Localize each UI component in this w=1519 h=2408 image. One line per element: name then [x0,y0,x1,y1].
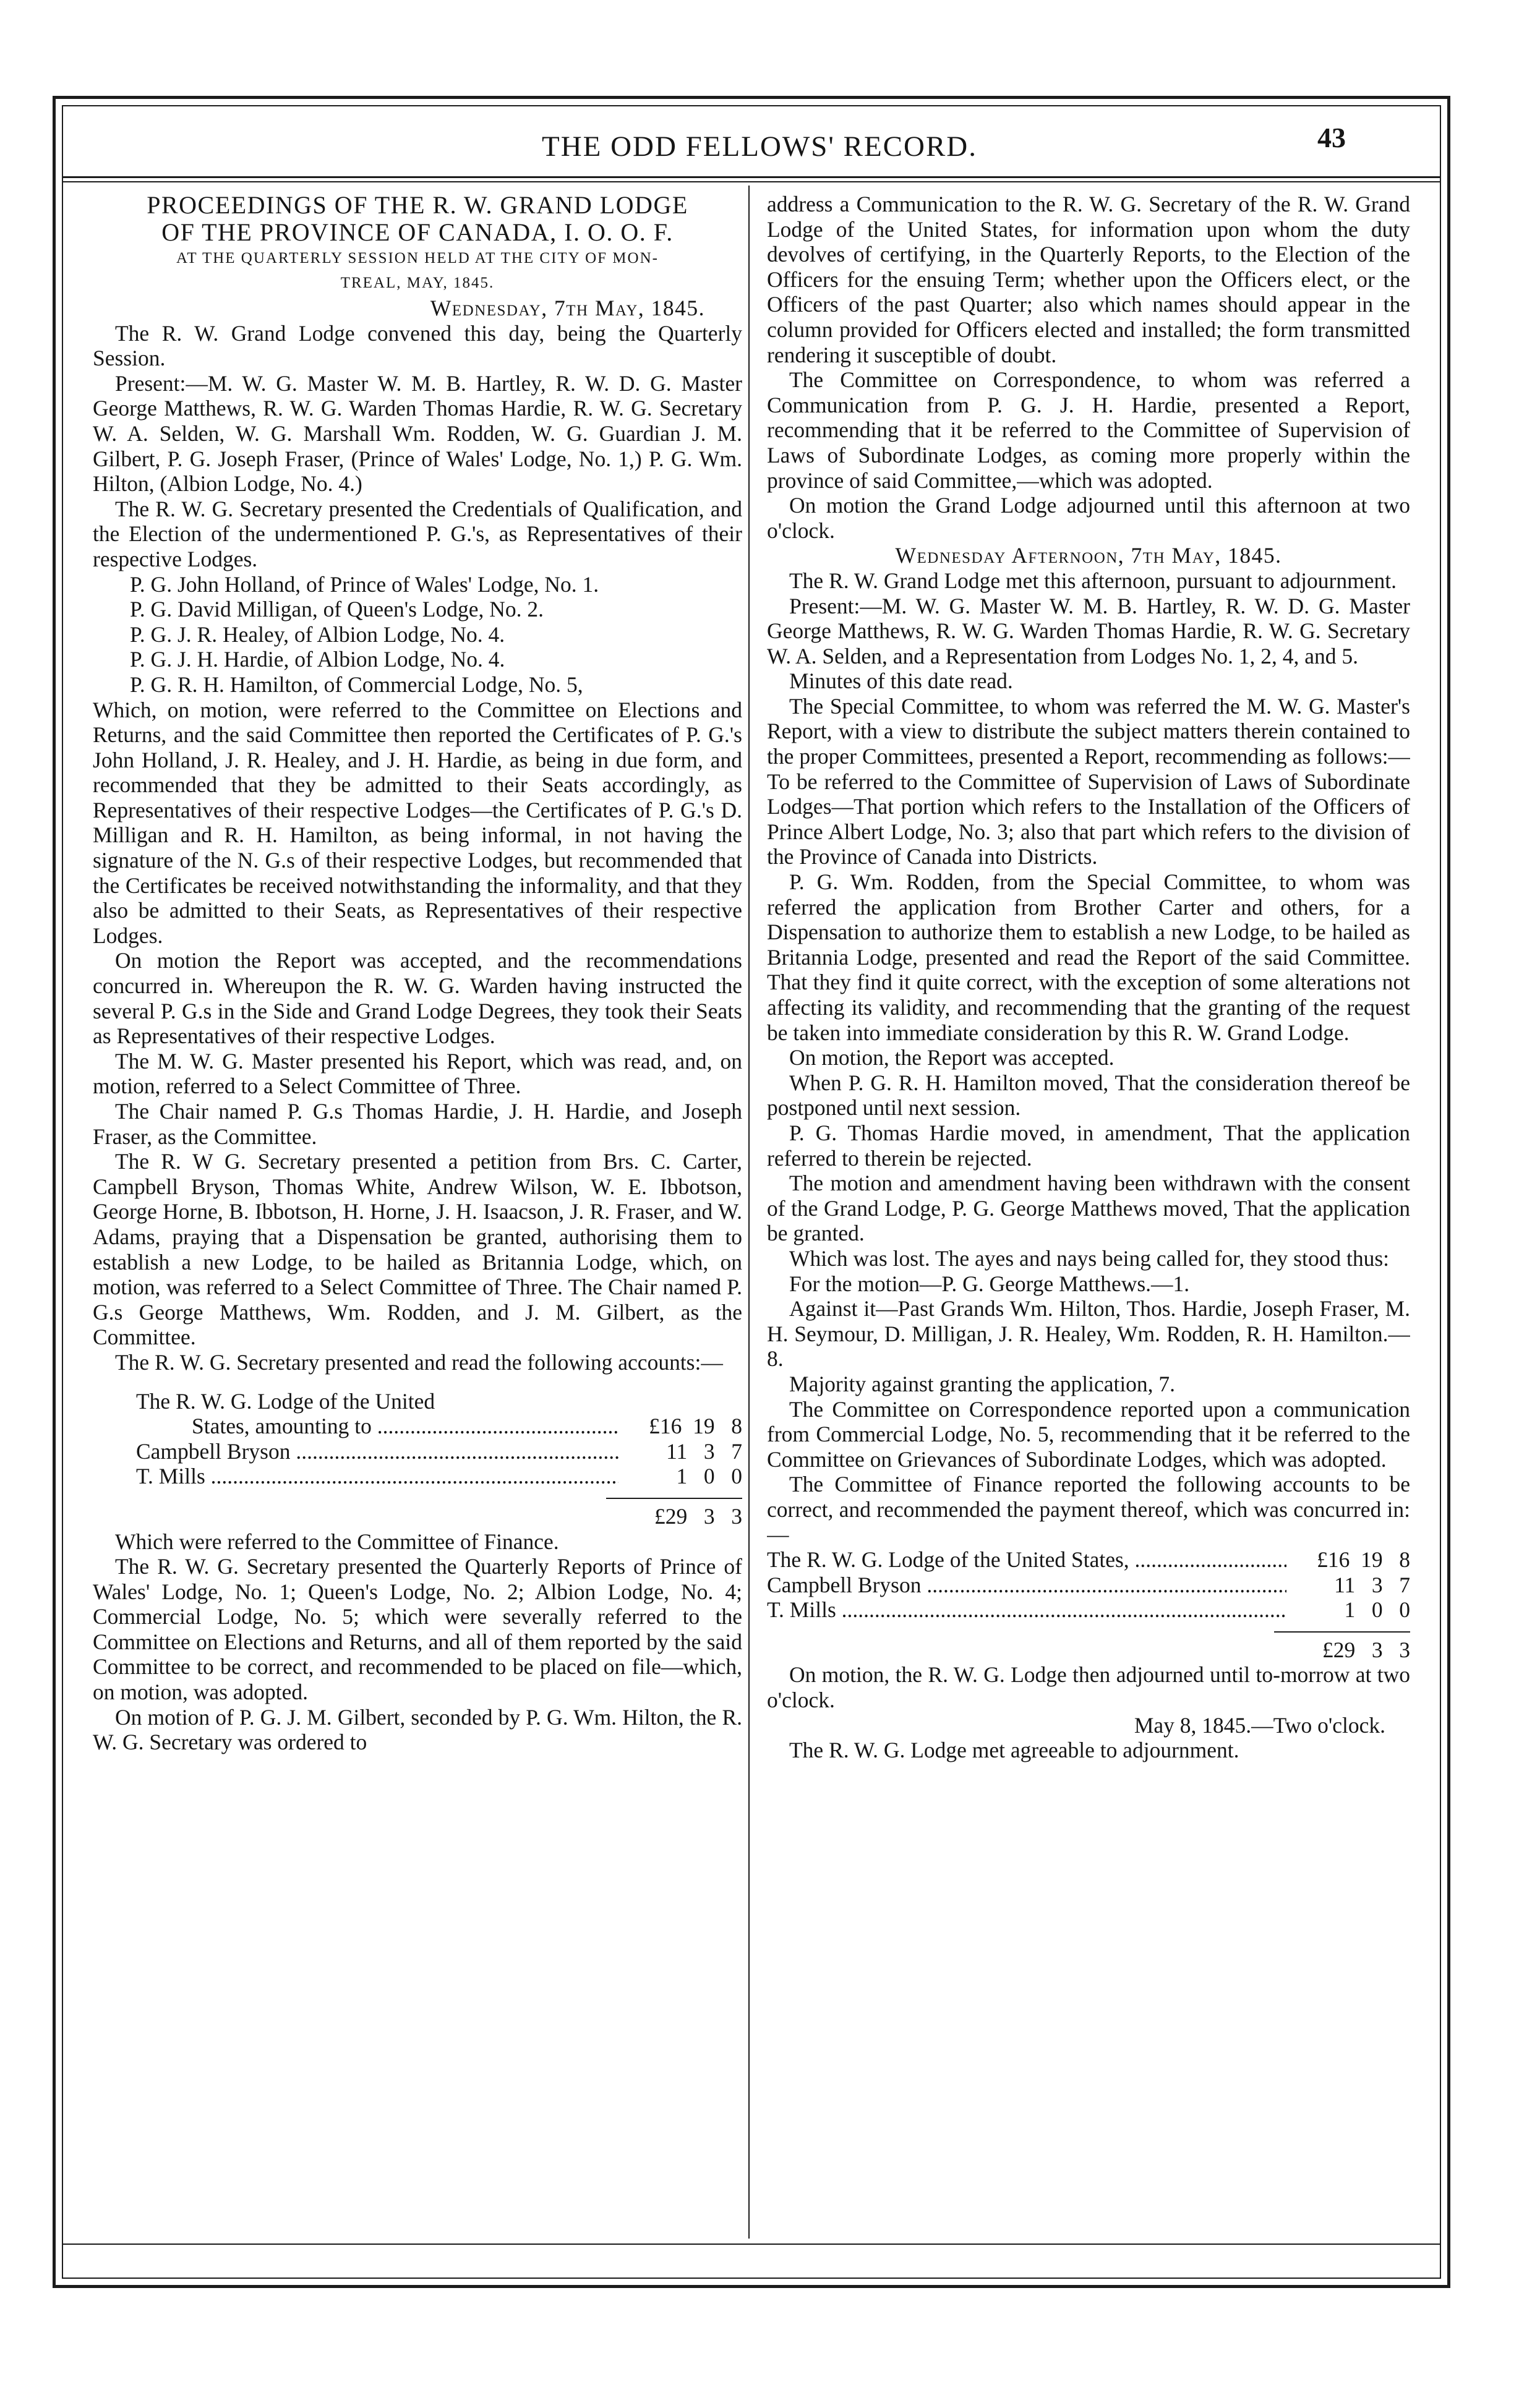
paragraph: For the motion—P. G. George Matthews.—1. [789,1271,1190,1296]
right-column [767,192,1410,2232]
paragraph: On motion, the R. W. G. Lodge then adjourned until to-morrow at two o'clock. [767,1662,1410,1713]
total-row [767,1637,1410,1663]
paragraph: address a Communication to the R. W. G. Secretary of the R. W. Grand Lodge of the United States, for information upon whom the duty devolves of certifying, in the Quarterly Reports, to the Election of the Officers for the ensuing Term; whether upon the Officers elect, or the Officers of the past Quarter; also which names should appear in the column provided for Officers elected and installed; the form transmitted rendering it susceptible of doubt. [767,192,1410,367]
finance-accounts-table [767,1547,1410,1662]
account-amount: 1 0 0 [676,1464,742,1489]
column-divider [748,186,750,2239]
account-label: Campbell Bryson ..... [136,1439,618,1464]
account-amount: £16 19 8 [1317,1547,1410,1573]
paragraph: The R. W G. Secretary presented a petition from Brs. C. Carter, Campbell Bryson, Thomas White, Andrew Wilson, W. E. Ibbotson, George Horne, B. Ibbotson, H. Horne, J. H. Isaacson, J. R. Fraser, and W. Adams, praying that a Dispensation be granted, authorising them to establish a new Lodge, to be hailed as Britannia Lodge, which, on motion, was referred to a Select Committee of Three. The Chair named P. G.s George Matthews, Wm. Rodden, and J. M. Gilbert, as the Committee. [93,1149,742,1350]
article-subhead-line-1: AT THE QUARTERLY SESSION HELD AT THE CITY OF MON- [176,250,659,267]
afternoon-dateline: Wednesday Afternoon, 7th May, 1845. [895,543,1282,568]
footer-rule [62,2244,1441,2245]
paragraph: P. G. Wm. Rodden, from the Special Committee, to whom was referred the application from Brother Carter and others, for a Dispensation to authorize them to establish a new Lodge, to be hailed as Britannia Lodge, presented and read the Report of the said Committee. That they find it quite correct, with the exception of some alterations not affecting its validity, and recommending that the granting of the request be taken into immediate consideration by this R. W. Grand Lodge. [767,869,1410,1045]
paragraph: The R. W. G. Secretary presented and read the following accounts:— [115,1349,723,1375]
account-label: T. Mills ..... [767,1597,1286,1623]
paragraph: Minutes of this date read. [789,668,1013,694]
paragraph: Against it—Past Grands Wm. Hilton, Thos. Hardie, Joseph Fraser, M. H. Seymour, D. Milligan, J. R. Healey, Wm. Rodden, R. H. Hamilton.—8. [767,1296,1410,1372]
paragraph: Present:—M. W. G. Master W. M. B. Hartley, R. W. D. G. Master George Matthews, R. W. G. Warden Thomas Hardie, R. W. G. Secretary W. A. Selden, W. G. Marshall Wm. Rodden, W. G. Guardian J. M. Gilbert, P. G. Joseph Fraser, (Prince of Wales' Lodge, No. 1,) P. G. Wm. Hilton, (Albion Lodge, No. 4.) [93,370,742,497]
total-row [136,1504,742,1529]
account-row [136,1439,742,1464]
paragraph: When P. G. R. H. Hamilton moved, That the consideration thereof be postponed until next session. [767,1070,1410,1121]
account-label: The R. W. G. Lodge of the United States, ..... [767,1547,1286,1573]
paragraph: On motion, the Report was accepted. [789,1045,1115,1070]
header-rule-thin [62,181,1441,182]
account-amount: 1 0 0 [1344,1597,1410,1623]
session-dateline: Wednesday, 7th May, 1845. [430,296,705,320]
account-label: States, amounting to ..... [192,1414,618,1439]
paragraph: Present:—M. W. G. Master W. M. B. Hartley, R. W. D. G. Master George Matthews, R. W. G. Warden Thomas Hardie, R. W. G. Secretary W. A. Selden, and a Representation from Lodges No. 1, 2, 4, and 5. [767,593,1410,668]
account-row [767,1547,1410,1573]
account-label: The R. W. G. Lodge of the United [136,1388,435,1414]
paragraph: On motion the Report was accepted, and the recommendations concurred in. Whereupon the R. W. G. Warden having instructed the several P. G.s in the Side and Grand Lodge Degrees, they took their Seats as Representatives of their respective Lodges. [93,948,742,1049]
paragraph: Majority against granting the application, 7. [789,1371,1176,1396]
header-rule [62,176,1441,178]
total-rule [1274,1631,1410,1633]
paragraph: The R. W. Grand Lodge convened this day, being the Quarterly Session. [93,320,742,371]
account-row [767,1597,1410,1623]
accounts-table [93,1389,742,1529]
account-amount: £16 19 8 [649,1414,742,1439]
account-amount: 11 3 7 [1334,1572,1410,1597]
paragraph: Which, on motion, were referred to the Committee on Elections and Returns, and the said Committee then reported the Certificates of P. G.'s John Holland, J. R. Healey, and J. H. Hardie, as being in due form, and recommended that they be admitted to their Seats accordingly, as Representatives of their respective Lodges—the Certificates of P. G.'s D. Milligan and R. H. Hamilton, as being informal, in not having the signature of the N. G.s of their respective Lodges, but recommended that the Certificates be received notwithstanding the informality, and that they also be admitted to their Seats, as Representatives of their respective Lodges. [93,697,742,948]
paragraph: The R. W. G. Lodge met agreeable to adjournment. [789,1738,1239,1763]
account-label: T. Mills ..... [136,1464,618,1489]
paragraph: On motion of P. G. J. M. Gilbert, seconded by P. G. Wm. Hilton, the R. W. G. Secretary was ordered to [93,1704,742,1755]
account-row [136,1464,742,1489]
account-row [136,1414,742,1439]
paragraph: The Committee on Correspondence reported upon a communication from Commercial Lodge, No. 5, recommending that it be referred to the Committee on Grievances of Subordinate Lodges, which was adopted. [767,1396,1410,1472]
article-title-line-2: OF THE PROVINCE OF CANADA, I. O. O. F. [161,218,674,246]
account-total: £29 3 3 [1322,1637,1410,1662]
running-title: THE ODD FELLOWS' RECORD. [541,130,977,163]
paragraph: The M. W. G. Master presented his Report, which was read, and, on motion, referred to a Select Committee of Three. [93,1048,742,1099]
next-day-dateline: May 8, 1845.—Two o'clock. [1134,1712,1385,1738]
account-label: Campbell Bryson ..... [767,1573,1286,1598]
paragraph: The Special Committee, to whom was referred the M. W. G. Master's Report, with a view to distribute the subject matters therein contained to the proper Committees, presented a Report, recommending as follows:—To be referred to the Committee of Supervision of Laws of Subordinate Lodges—That portion which refers to the Installation of the Officers of Prince Albert Lodge, No. 3; also that part which refers to the division of the Province of Canada into Districts. [767,693,1410,869]
paragraph: On motion the Grand Lodge adjourned until this afternoon at two o'clock. [767,493,1410,543]
total-rule [606,1498,742,1499]
representative-entry: P. G. J. R. Healey, of Albion Lodge, No. 4. [130,621,505,647]
paragraph: The motion and amendment having been withdrawn with the consent of the Grand Lodge, P. G. George Matthews moved, That the application be granted. [767,1171,1410,1246]
paragraph: The Committee of Finance reported the following accounts to be correct, and recommended the payment thereof, which was concurred in:— [767,1472,1410,1547]
paragraph: The Chair named P. G.s Thomas Hardie, J. H. Hardie, and Joseph Fraser, as the Committee. [93,1099,742,1149]
paragraph: P. G. Thomas Hardie moved, in amendment, That the application referred to therein be rejected. [767,1120,1410,1171]
article-title-line-1: PROCEEDINGS OF THE R. W. GRAND LODGE [147,192,688,219]
paragraph: The Committee on Correspondence, to whom was referred a Communication from P. G. J. H. Hardie, presented a Report, recommending that it be referred to the Committee of Supervision of Laws of Subordinate Lodges, as coming more properly within the province of said Committee,—which was adopted. [767,367,1410,493]
account-row [767,1573,1410,1598]
paragraph: The R. W. Grand Lodge met this afternoon, pursuant to adjournment. [789,568,1397,593]
representative-entry: P. G. R. H. Hamilton, of Commercial Lodge, No. 5, [130,672,583,697]
representative-entry: P. G. John Holland, of Prince of Wales' Lodge, No. 1. [130,571,599,597]
page-number: 43 [1317,122,1346,153]
representative-entry: P. G. J. H. Hardie, of Albion Lodge, No. 4. [130,647,505,672]
paragraph: Which was lost. The ayes and nays being called for, they stood thus: [789,1245,1390,1271]
paragraph: The R. W. G. Secretary presented the Quarterly Reports of Prince of Wales' Lodge, No. 1; Queen's Lodge, No. 2; Albion Lodge, No. 4; Commercial Lodge, No. 5; which were severally referred to the Committee on Elections and Returns, and all of them reported by the said Committee to be correct, and recommended to be placed on file—which, on motion, was adopted. [93,1554,742,1705]
paragraph: The R. W. G. Secretary presented the Credentials of Qualification, and the Election of the undermentioned P. G.'s, as Representatives of their respective Lodges. [93,496,742,571]
paragraph: Which were referred to the Committee of Finance. [115,1529,559,1554]
left-column [93,192,742,2232]
account-total: £29 3 3 [654,1503,742,1529]
account-amount: 11 3 7 [666,1438,742,1464]
article-subhead-line-2: TREAL, MAY, 1845. [340,275,495,291]
representative-entry: P. G. David Milligan, of Queen's Lodge, No. 2. [130,597,544,622]
